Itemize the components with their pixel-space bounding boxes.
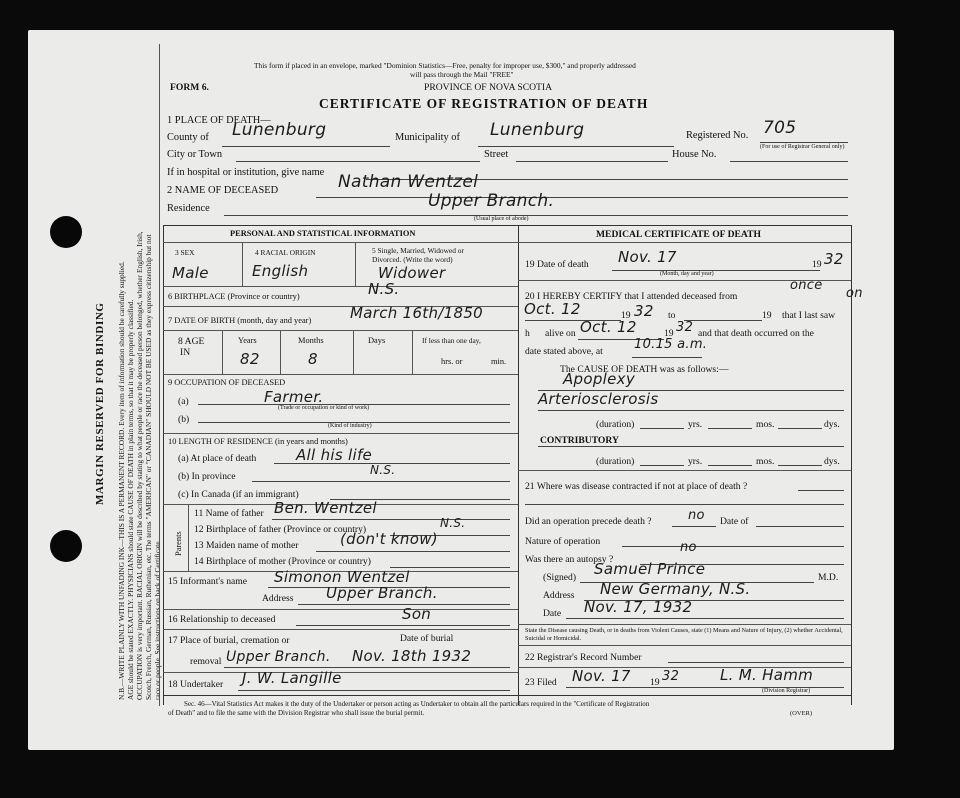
street-label: Street	[484, 149, 509, 160]
age-label: 8 AGE	[178, 336, 205, 347]
filed-date-value: Nov. 17	[572, 667, 631, 685]
binding-instruction-1: N.B.—WRITE PLAINLY WITH UNFADING INK—THIS IS A PERMANENT RECORD. Every item of information should be carefully supplied.	[117, 261, 126, 700]
father-birthplace-label: 12 Birthplace of father (Province or country)	[194, 524, 367, 535]
operation-date-label: Date of	[720, 516, 749, 527]
binding-divider	[159, 44, 160, 706]
years-label: Years	[238, 336, 257, 345]
house-no-label: House No.	[672, 149, 717, 160]
municipality-value: Lunenburg	[490, 120, 585, 140]
cause-of-death-label: The CAUSE OF DEATH was as follows:—	[560, 364, 729, 375]
date-stated-label: date stated above, at	[525, 346, 603, 357]
residence-length-label: 10 LENGTH OF RESIDENCE (in years and months)	[168, 437, 348, 446]
occupation-a-label: (a)	[178, 396, 189, 407]
signed-label: (Signed)	[543, 572, 577, 583]
sex-label: 3 SEX	[175, 248, 195, 257]
marital-label-1: 5 Single, Married, Widowed or	[372, 246, 464, 255]
burial-label-2: removal	[190, 656, 222, 667]
hrs-label: hrs. or	[441, 357, 463, 366]
hospital-label: If in hospital or institution, give name	[167, 167, 325, 178]
binding-instruction-2: AGE should be stated EXACTLY. PHYSICIANS should state CAUSE OF DEATH in plain terms, so that it may be properly classified.	[126, 299, 135, 700]
form-number: FORM 6.	[170, 82, 209, 93]
undertaker-value: J. W. Langille	[242, 669, 342, 687]
contrib-dys-label: dys.	[824, 456, 840, 467]
occupation-value: Farmer.	[264, 388, 324, 406]
time-of-death-value: 10.15 a.m.	[634, 337, 708, 352]
to-label: to	[668, 310, 676, 321]
industry-note: (Kind of industry)	[328, 423, 372, 429]
racial-origin-label: 4 RACIAL ORIGIN	[255, 248, 316, 257]
alive-date-value: Oct. 12	[580, 318, 637, 336]
section-46-note-2: of Death" and to file the same with the Division Registrar who shall issue the burial permit.	[168, 709, 425, 717]
division-registrar-value: L. M. Hamm	[720, 666, 814, 684]
days-label: Days	[368, 336, 386, 345]
county-label: County of	[167, 132, 209, 143]
doctor-address-value: New Germany, N.S.	[600, 580, 751, 598]
operation-nature-label: Nature of operation	[525, 536, 601, 547]
attended-year-prefix: 19	[621, 310, 631, 321]
to-year-prefix: 19	[762, 310, 772, 321]
informant-value: Simonon Wentzel	[274, 568, 410, 586]
county-value: Lunenburg	[232, 120, 327, 140]
contrib-mos-label: mos.	[756, 456, 775, 467]
contrib-yrs-label: yrs.	[688, 456, 703, 467]
over-label: (OVER)	[790, 710, 813, 717]
burial-date-value: Nov. 18th 1932	[352, 647, 472, 665]
racial-origin-value: English	[252, 262, 309, 280]
informant-label: 15 Informant's name	[168, 576, 247, 587]
months-value: 8	[308, 350, 318, 368]
medical-heading: MEDICAL CERTIFICATE OF DEATH	[596, 229, 761, 240]
mother-name-label: 13 Maiden name of mother	[194, 540, 299, 551]
death-occurred-label: and that death occurred on the	[698, 328, 814, 339]
attended-on: on	[846, 286, 863, 301]
city-label: City or Town	[167, 149, 223, 160]
attended-once: once	[790, 278, 823, 293]
alive-label: alive on	[545, 328, 576, 339]
mail-note: This form if placed in an envelope, marked "Dominion Statistics—Free, penalty for improper use, $300," and properly addressed	[254, 61, 636, 70]
signed-date-label: Date	[543, 608, 562, 619]
contributory-label: CONTRIBUTORY	[540, 435, 619, 446]
operation-label: Did an operation precede death ?	[525, 516, 652, 527]
filed-year-value: 32	[662, 669, 680, 684]
res-canada-label: (c) In Canada (if an immigrant)	[178, 489, 299, 500]
informant-address-value: Upper Branch.	[326, 584, 438, 602]
age-in-label: IN	[180, 347, 191, 358]
father-birthplace-value: N.S.	[440, 516, 466, 530]
informant-address-label: Address	[262, 593, 294, 604]
autopsy-label: Was there an autopsy ?	[525, 554, 614, 565]
cause-yrs-label: yrs.	[688, 419, 703, 430]
municipality-label: Municipality of	[395, 132, 460, 143]
attended-date-value: Oct. 12	[524, 300, 581, 318]
attended-year-value: 32	[634, 302, 654, 320]
years-value: 82	[240, 350, 260, 368]
res-province-value: N.S.	[370, 463, 396, 477]
relationship-value: Son	[402, 605, 432, 623]
province-heading: PROVINCE OF NOVA SCOTIA	[424, 82, 553, 93]
md-label: M.D.	[818, 572, 839, 583]
mother-name-value: (don't know)	[340, 530, 438, 548]
death-date-label: 19 Date of death	[525, 259, 589, 270]
autopsy-value: no	[680, 540, 697, 555]
alive-year-value: 32	[676, 320, 694, 335]
burial-place-value: Upper Branch.	[226, 649, 331, 665]
cause-dys-label: dys.	[824, 419, 840, 430]
burial-date-label: Date of burial	[400, 633, 454, 644]
alive-prefix: h	[525, 328, 530, 339]
residence-note: (Usual place of abode)	[474, 216, 529, 222]
filed-year-prefix: 19	[650, 677, 660, 688]
undertaker-label: 18 Undertaker	[168, 679, 224, 690]
division-registrar-note: (Division Registrar)	[762, 688, 811, 694]
last-saw-label: that I last saw	[782, 310, 836, 321]
deceased-name-label: 2 NAME OF DECEASED	[167, 185, 279, 196]
occupation-label: 9 OCCUPATION OF DECEASED	[168, 378, 286, 387]
section-46-note: Sec. 46—Vital Statistics Act makes it the duty of the Undertaker or person acting as Undertaker to obtain all the particulars required in the "Certificate of Registration	[184, 700, 650, 708]
marital-value: Widower	[378, 264, 446, 282]
cause-1-value: Apoplexy	[563, 370, 636, 388]
birthplace-value: N.S.	[368, 280, 400, 298]
binding-instruction-4: Scotch, French, German, Russian, Ruthenian, etc. The terms "AMERICAN" or "CANADIAN" SHOULD NOT BE USED as they express citizenship but not	[144, 234, 153, 700]
burial-label-1: 17 Place of burial, cremation or	[168, 635, 290, 646]
contrib-duration-label: (duration)	[596, 456, 635, 467]
mail-note-2: will pass through the Mail "FREE"	[410, 70, 514, 79]
min-label: min.	[491, 357, 507, 366]
binding-instruction-5: race or people. See instructions on back of Certificate.	[153, 539, 162, 700]
residence-value: Upper Branch.	[428, 191, 555, 211]
parents-label: Parents	[174, 531, 183, 556]
sex-value: Male	[172, 264, 209, 282]
death-year-prefix: 19	[812, 259, 822, 270]
relationship-label: 16 Relationship to deceased	[168, 614, 276, 625]
binding-margin-label: MARGIN RESERVED FOR BINDING	[94, 302, 106, 505]
death-year-value: 32	[824, 250, 844, 268]
registered-no-label: Registered No.	[686, 130, 749, 141]
dob-label: 7 DATE OF BIRTH (month, day and year)	[168, 316, 312, 325]
dob-value: March 16th/1850	[350, 304, 484, 322]
birthplace-label: 6 BIRTHPLACE (Province or country)	[168, 292, 300, 301]
deceased-name-value: Nathan Wentzel	[338, 172, 479, 192]
registered-no-value: 705	[763, 118, 797, 138]
res-place-value: All his life	[296, 446, 373, 464]
place-of-death-label: 1 PLACE OF DEATH—	[167, 115, 271, 126]
doctor-address-label: Address	[543, 590, 575, 601]
signed-date-value: Nov. 17, 1932	[584, 598, 693, 616]
cause-mos-label: mos.	[756, 419, 775, 430]
residence-label: Residence	[167, 203, 210, 214]
certify-label: 20 I HEREBY CERTIFY that I attended deceased from	[525, 291, 738, 302]
death-date-value: Nov. 17	[618, 248, 677, 266]
mother-birthplace-label: 14 Birthplace of mother (Province or country)	[194, 556, 371, 567]
registrar-general-note: (For use of Registrar General only)	[760, 144, 845, 150]
father-name-label: 11 Name of father	[194, 508, 264, 519]
certificate-title: CERTIFICATE OF REGISTRATION OF DEATH	[319, 96, 649, 111]
marital-label-2: Divorced. (Write the word)	[372, 255, 453, 264]
personal-info-heading: PERSONAL AND STATISTICAL INFORMATION	[230, 229, 416, 238]
occupation-b-label: (b)	[178, 414, 190, 425]
binding-instruction-3: OCCUPATION is very important. RACIAL ORIGIN will be described by stating to what people or race the deceased person belonged, whether English, Irish,	[135, 231, 144, 700]
binding-hole-bottom	[50, 530, 82, 562]
occupation-note: (Trade or occupation or kind of work)	[278, 405, 370, 411]
violent-causes-note: State the Disease causing Death, or in deaths from Violent Causes, state (1) Means and Nature of Injury, (2) whether Accidental, Suicidal or Homicidal.	[525, 627, 843, 642]
cause-2-value: Arteriosclerosis	[538, 390, 659, 408]
doctor-signature-value: Samuel Prince	[594, 560, 706, 578]
operation-value: no	[688, 508, 705, 523]
binding-hole-top	[50, 216, 82, 248]
res-place-label: (a) At place of death	[178, 453, 257, 464]
death-date-note: (Month, day and year)	[660, 271, 714, 277]
res-province-label: (b) In province	[178, 471, 236, 482]
where-contracted-label: 21 Where was disease contracted if not at place of death ?	[525, 481, 748, 492]
less-than-day-label: If less than one day,	[422, 336, 481, 345]
record-number-label: 22 Registrar's Record Number	[525, 652, 642, 663]
months-label: Months	[298, 336, 324, 345]
cause-duration-label: (duration)	[596, 419, 635, 430]
father-name-value: Ben. Wentzel	[274, 499, 377, 517]
alive-year-prefix: 19	[664, 328, 674, 339]
filed-label: 23 Filed	[525, 677, 557, 688]
